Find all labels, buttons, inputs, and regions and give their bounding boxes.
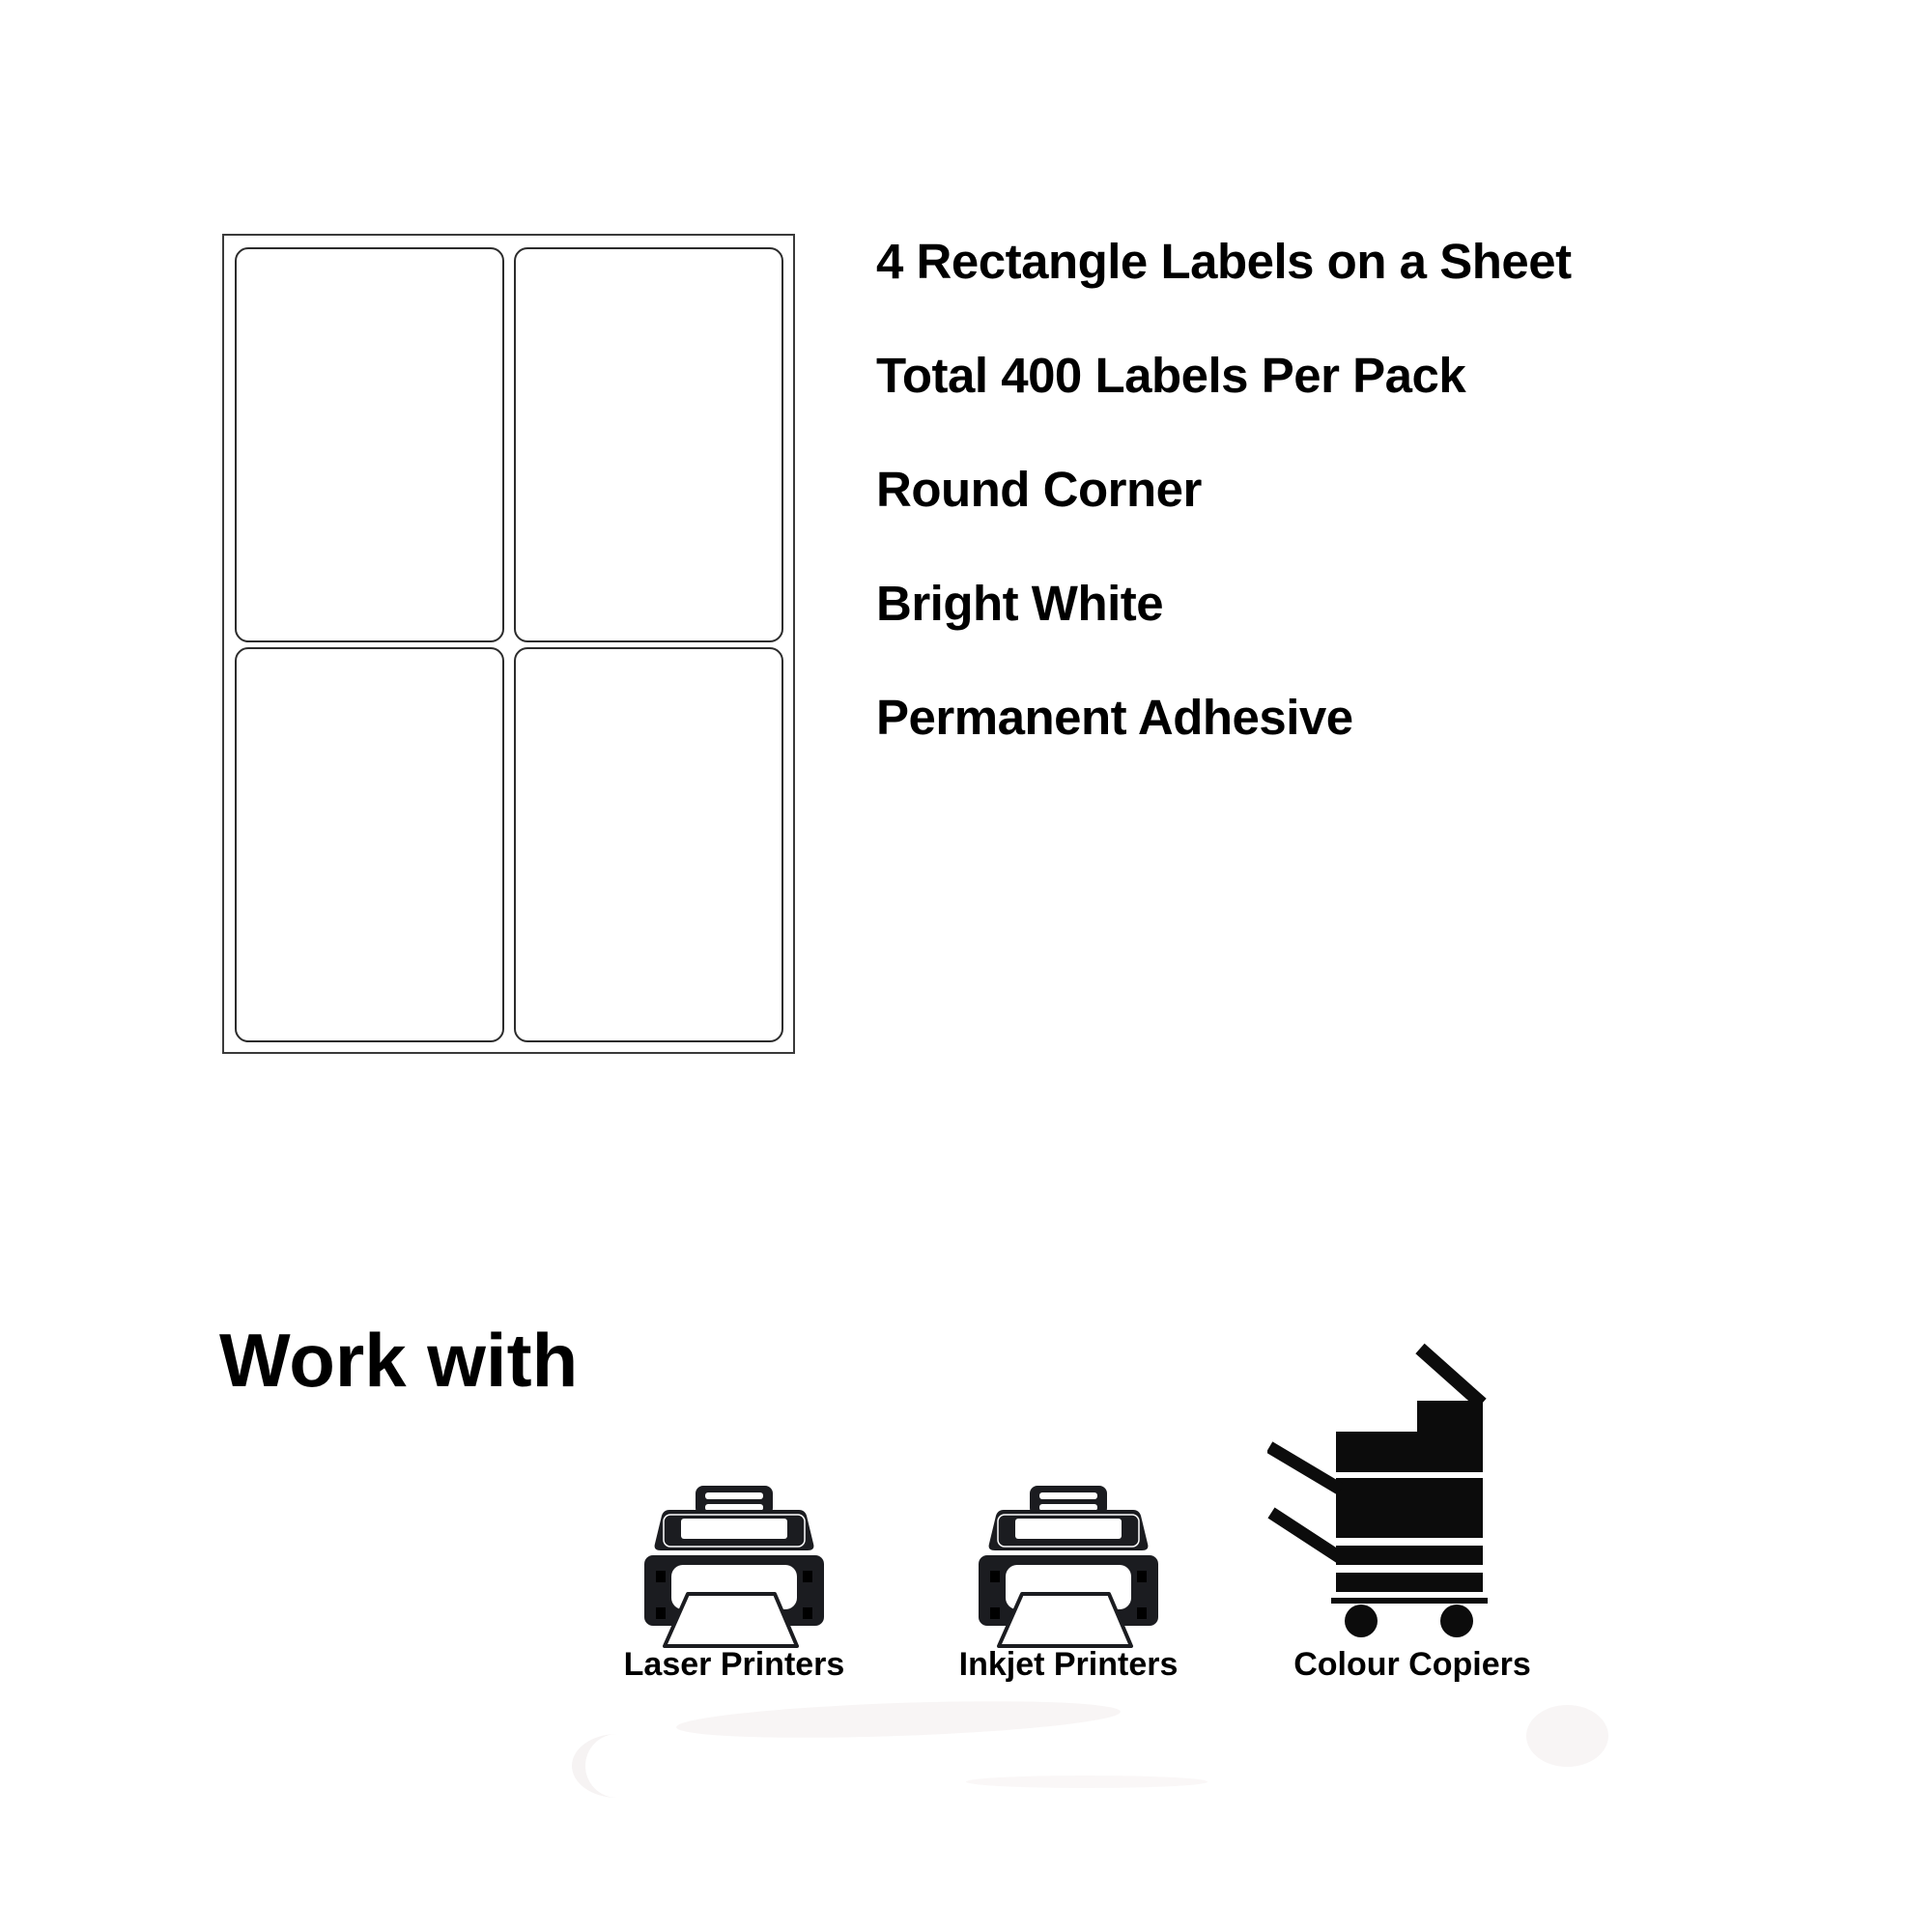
label-sheet-diagram [222, 234, 795, 1054]
colour-copiers-label: Colour Copiers [1293, 1646, 1531, 1683]
smudge-artifact [572, 1734, 663, 1798]
smudge-artifact [966, 1776, 1208, 1788]
label-cell [514, 647, 783, 1042]
inkjet-printers-label: Inkjet Printers [958, 1646, 1179, 1683]
colour-copier-icon [1267, 1343, 1490, 1637]
smudge-artifact [676, 1695, 1122, 1744]
feature-bright-white: Bright White [876, 576, 1164, 631]
label-cell [235, 647, 504, 1042]
smudge-artifact [1526, 1705, 1608, 1767]
laser-printers-label: Laser Printers [623, 1646, 845, 1683]
feature-labels-per-sheet: 4 Rectangle Labels on a Sheet [876, 234, 1572, 289]
label-cell [514, 247, 783, 642]
feature-labels-per-pack: Total 400 Labels Per Pack [876, 348, 1466, 403]
label-cell [235, 247, 504, 642]
feature-round-corner: Round Corner [876, 462, 1202, 517]
work-with-heading: Work with [219, 1318, 579, 1403]
laser-printer-icon [644, 1486, 824, 1648]
feature-permanent-adhesive: Permanent Adhesive [876, 690, 1353, 745]
inkjet-printer-icon [979, 1486, 1158, 1648]
